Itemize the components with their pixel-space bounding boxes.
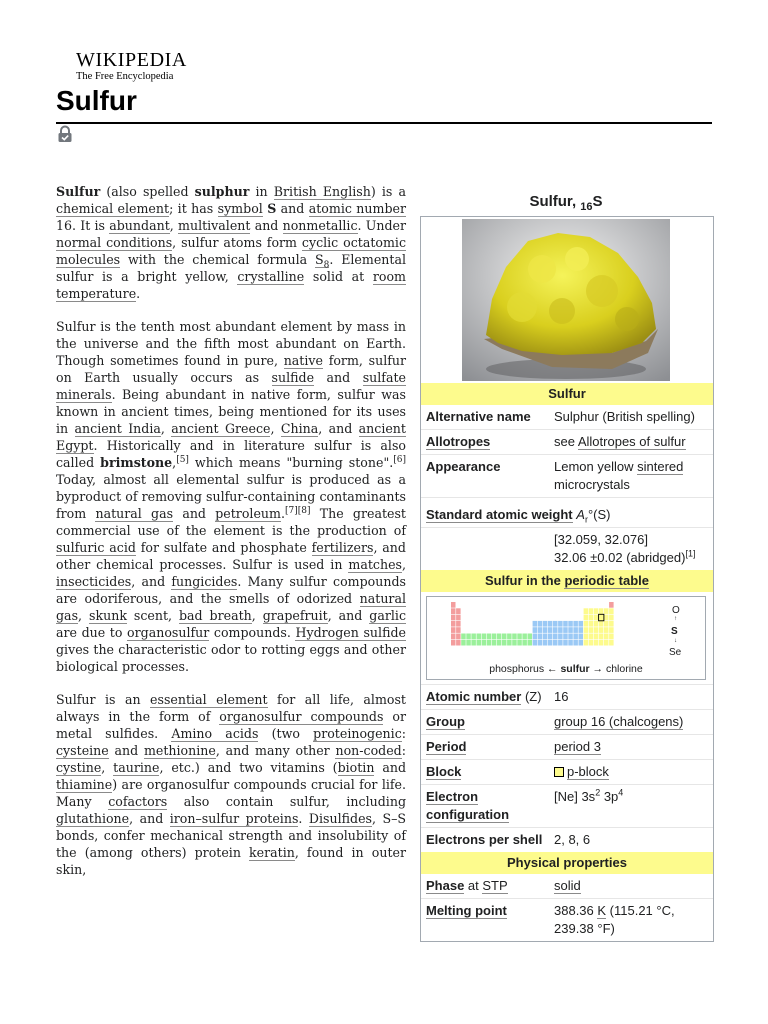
pt-cell — [589, 634, 594, 640]
title-divider — [56, 122, 712, 124]
pt-cell — [477, 640, 482, 646]
pt-cell — [609, 627, 614, 633]
pt-cell — [573, 634, 578, 640]
pt-left[interactable]: phosphorus — [489, 663, 545, 675]
link-non-coded[interactable]: non-coded — [335, 743, 402, 758]
link-group-16[interactable]: group 16 (chalcogens) — [554, 714, 684, 729]
pt-cell — [558, 627, 563, 633]
pt-cell — [548, 621, 553, 627]
pt-cell — [568, 634, 573, 640]
pt-right[interactable]: chlorine — [605, 663, 643, 675]
link-petroleum[interactable]: petroleum — [215, 506, 281, 521]
pt-cell — [599, 634, 604, 640]
pt-cell — [604, 634, 609, 640]
pt-cell — [456, 621, 461, 627]
pt-cell — [589, 621, 594, 627]
pt-cell — [482, 634, 487, 640]
pt-cell — [471, 640, 476, 646]
pt-cell — [471, 634, 476, 640]
pt-cell — [568, 621, 573, 627]
pt-cell — [589, 640, 594, 646]
link-cystine[interactable]: cystine — [56, 760, 102, 775]
periodic-table-mini[interactable] — [426, 596, 706, 680]
pt-cell — [609, 602, 614, 608]
pt-cell — [609, 615, 614, 621]
pt-cell — [538, 634, 543, 640]
pt-down-arrow: ↓ — [674, 638, 677, 644]
link-s8[interactable]: $S_8$ — [314, 252, 330, 271]
link-insecticides[interactable]: insecticides — [56, 574, 132, 589]
pt-cell — [599, 640, 604, 646]
periodic-table-panel — [421, 592, 713, 684]
link-crystalline[interactable]: crystalline — [237, 269, 305, 284]
pt-cell — [507, 634, 512, 640]
link-bad-breath[interactable]: bad breath — [178, 608, 252, 623]
link-atomic-number[interactable]: atomic number — [308, 201, 406, 216]
pt-cell — [533, 634, 538, 640]
pt-cell — [461, 640, 466, 646]
paragraph-intro: Sulfur (also spelled sulphur in British English) is a chemical element; it has symbol S and atomic number 16. It is abundant, multivalent and nonmetallic. Under normal conditions, sulfur atoms form cyclic octatomic molecules with the chemical formula $S_8$. Elemental sulfur is a bright yellow, crystalline solid at room temperature. — [56, 184, 407, 301]
pt-cell — [594, 621, 599, 627]
pt-cell — [604, 615, 609, 621]
pt-cell — [466, 634, 471, 640]
link-organosulfur-compounds[interactable]: organosulfur compounds — [219, 709, 384, 724]
link-methionine[interactable]: methionine — [143, 743, 216, 758]
pt-cell — [604, 621, 609, 627]
pt-cell — [456, 634, 461, 640]
link-cyclic-octatomic-molecules[interactable]: cyclic octatomic molecules — [56, 235, 406, 267]
pt-cell — [533, 621, 538, 627]
link-hydrogen-sulfide[interactable]: Hydrogen sulfide — [295, 625, 406, 640]
link-amino-acids[interactable]: Amino acids — [171, 726, 259, 741]
link-sulfide[interactable]: sulfide — [271, 370, 315, 385]
reference-5[interactable]: [5] — [176, 454, 189, 465]
pt-symbol: S — [671, 626, 678, 637]
pt-cell — [461, 634, 466, 640]
pt-cell — [579, 640, 584, 646]
pt-cell — [497, 634, 502, 640]
pt-cell — [604, 640, 609, 646]
link-proteinogenic[interactable]: proteinogenic — [313, 726, 402, 741]
pt-cell — [563, 640, 568, 646]
pt-cell — [456, 640, 461, 646]
pt-cell — [584, 608, 589, 614]
link-multivalent[interactable]: multivalent — [178, 218, 251, 233]
pt-cell — [528, 634, 533, 640]
pt-cell — [609, 621, 614, 627]
term-sulfur: Sulfur — [56, 184, 101, 199]
pt-cell — [558, 621, 563, 627]
pt-cell — [573, 621, 578, 627]
pt-center: sulfur — [560, 663, 590, 675]
pt-cell — [563, 627, 568, 633]
row-electrons-per-shell: Electrons per shell 2, 8, 6 — [421, 827, 713, 852]
link-glutathione[interactable]: glutathione — [56, 811, 130, 826]
row-group — [421, 709, 713, 734]
pt-cell — [517, 640, 522, 646]
pt-cell — [609, 634, 614, 640]
link-standard-atomic-weight[interactable]: Standard atomic weight — [426, 507, 573, 522]
link-sulfuric-acid[interactable]: sulfuric acid — [56, 540, 136, 555]
pt-cell — [579, 634, 584, 640]
sulfur-specimen-image[interactable] — [421, 217, 713, 383]
infobox-header-name: Sulfur — [421, 383, 713, 405]
pt-cell — [538, 627, 543, 633]
pt-cell — [568, 640, 573, 646]
link-normal-conditions[interactable]: normal conditions — [56, 235, 173, 250]
pt-cell — [451, 608, 456, 614]
row-alternative-name: Alternative name Sulphur (British spelling) — [426, 409, 695, 424]
pt-cell — [589, 615, 594, 621]
row-electron-configuration: Electron configuration [Ne] $3s^2$ $3p^4$ — [421, 784, 713, 827]
symbol-s: S — [267, 201, 277, 216]
pt-cell — [522, 634, 527, 640]
link-atomic-number-label[interactable]: Atomic number — [426, 689, 522, 704]
pt-cell — [584, 615, 589, 621]
pt-cell — [609, 608, 614, 614]
pt-cell — [451, 602, 456, 608]
term-sulphur: sulphur — [194, 184, 250, 199]
pt-cell — [543, 627, 548, 633]
pt-cell — [497, 640, 502, 646]
link-garlic[interactable]: garlic — [369, 608, 406, 623]
pt-cell — [456, 627, 461, 633]
pt-cell — [543, 634, 548, 640]
link-abundant[interactable]: abundant — [109, 218, 170, 233]
link-british-english[interactable]: British English — [273, 184, 371, 199]
link-chemical-element[interactable]: chemical element — [56, 201, 170, 216]
link-period-3[interactable]: period 3 — [554, 739, 601, 754]
pt-cell — [451, 621, 456, 627]
pt-cell — [482, 640, 487, 646]
paragraph-abundance: Sulfur is the tenth most abundant element by mass in the universe and the fifth most abundant on Earth. Though sometimes found in pure, native form, sulfur on Earth usually occurs as sulfide and sulfate minerals. Being abundant in native form, sulfur was known in ancient times, being mentioned for its uses in ancient India, ancient Greece, China, and ancient Egypt. Historically and in literature sulfur is also called brimstone,[5] which means "burning stone".[6] Today, almost all elemental sulfur is produced as a byproduct of removing sulfur-containing contaminants from natural gas and petroleum.[7][8] The greatest commercial use of the element is the production of sulfuric acid for sulfate and phosphate fertilizers, and other chemical processes. Sulfur is used in matches, insecticides, and fungicides. Many sulfur compounds are odoriferous, and the smells of odorized natural gas, skunk scent, bad breath, grapefruit, and garlic are due to organosulfur compounds. Hydrogen sulfide gives the characteristic odor to rotting eggs and other biological processes. — [56, 319, 407, 674]
link-block-label[interactable]: Block — [426, 764, 462, 779]
pt-cell — [507, 640, 512, 646]
paragraph-biology: Sulfur is an essential element for all life, almost always in the form of organosulfur compounds or metal sulfides. Amino acids (two proteinogenic: cysteine and methionine, and many other non-coded: cystine, taurine, etc.) and two vitamins (biotin and thiamine) are organosulfur compounds crucial for life. Many cofactors also contain sulfur, including glutathione, and iron–sulfur proteins. Disulfides, S–S bonds, confer mechanical strength and insolubility of the (among others) protein keratin, found in outer skin, — [56, 692, 407, 877]
infobox-caption: Sulfur, $_{16}$S — [529, 193, 603, 213]
pt-cell — [553, 634, 558, 640]
article-body — [56, 183, 406, 894]
pt-cell — [487, 634, 492, 640]
row-standard-atomic-weight: Standard atomic weight $A_r^\circ(S)$ — [426, 507, 611, 525]
link-organosulfur[interactable]: organosulfur — [127, 625, 210, 640]
pt-cell — [492, 634, 497, 640]
pt-cell — [568, 627, 573, 633]
pt-cell — [477, 634, 482, 640]
link-biotin[interactable]: biotin — [337, 760, 375, 775]
link-essential-element[interactable]: essential element — [150, 692, 268, 707]
pt-cell — [594, 615, 599, 621]
reference-6[interactable]: [6] — [393, 454, 406, 465]
lock-icon[interactable] — [57, 125, 73, 143]
pt-cell — [604, 627, 609, 633]
row-phase: Phase at STP solid — [426, 878, 581, 893]
pt-cell — [584, 634, 589, 640]
pt-cell — [548, 640, 553, 646]
logo-tagline: The Free Encyclopedia — [76, 71, 174, 82]
link-ancient-india[interactable]: ancient India — [74, 421, 161, 436]
row-period — [421, 734, 713, 759]
pt-cell — [594, 627, 599, 633]
link-period-label[interactable]: Period — [426, 739, 467, 754]
pt-cell — [548, 627, 553, 633]
pt-cell — [456, 615, 461, 621]
link-p-block[interactable]: p-block — [567, 764, 609, 779]
pt-cell — [558, 640, 563, 646]
link-china[interactable]: China — [280, 421, 319, 436]
pt-cell — [553, 627, 558, 633]
link-solid[interactable]: solid — [554, 878, 581, 893]
link-fungicides[interactable]: fungicides — [171, 574, 238, 589]
pt-cell — [584, 621, 589, 627]
pt-cell — [451, 615, 456, 621]
pt-cell — [538, 640, 543, 646]
pt-cell — [528, 640, 533, 646]
pt-cell — [548, 634, 553, 640]
link-cofactors[interactable]: cofactors — [108, 794, 168, 809]
link-matches[interactable]: matches — [348, 557, 402, 572]
pt-cell — [584, 627, 589, 633]
pt-cell — [609, 640, 614, 646]
pt-up-arrow: ↑ — [674, 616, 677, 622]
pt-cell — [533, 640, 538, 646]
link-grapefruit[interactable]: grapefruit — [262, 608, 328, 623]
link-natural-gas-2[interactable]: natural gas — [56, 591, 406, 623]
link-taurine[interactable]: taurine — [113, 760, 160, 775]
pt-above[interactable]: O — [672, 605, 680, 616]
link-skunk[interactable]: skunk — [89, 608, 127, 623]
pt-cell — [563, 621, 568, 627]
pt-cell — [512, 640, 517, 646]
pt-cell — [589, 608, 594, 614]
row-melting-point: Melting point 388.36 K (115.21 °C, 239.38 °F) — [421, 898, 713, 941]
link-sintered[interactable]: sintered — [637, 459, 684, 474]
link-ancient-egypt[interactable]: ancient Egypt — [56, 421, 406, 453]
pt-cell — [517, 634, 522, 640]
infobox-header-physical: Physical properties — [421, 852, 713, 874]
pt-cell — [512, 634, 517, 640]
link-group-label[interactable]: Group — [426, 714, 465, 729]
pt-cell — [487, 640, 492, 646]
pt-cell — [599, 621, 604, 627]
link-keratin[interactable]: keratin — [249, 845, 295, 860]
pt-cell — [573, 640, 578, 646]
pt-cell — [579, 621, 584, 627]
wikipedia-logo[interactable] — [76, 50, 196, 83]
pt-cell — [456, 608, 461, 614]
link-melting-point[interactable]: Melting point — [426, 903, 507, 918]
pt-cell — [594, 640, 599, 646]
link-cysteine[interactable]: cysteine — [56, 743, 109, 758]
pt-cell — [604, 608, 609, 614]
pt-cell — [451, 634, 456, 640]
link-kelvin[interactable]: K — [597, 903, 607, 918]
reference-1[interactable]: [1] — [685, 548, 696, 559]
pt-cell — [563, 634, 568, 640]
row-block — [421, 759, 713, 784]
pt-cell — [584, 640, 589, 646]
link-phase[interactable]: Phase — [426, 878, 465, 893]
page-title: Sulfur — [56, 85, 137, 116]
link-natural-gas[interactable]: natural gas — [95, 506, 174, 521]
pt-cell — [599, 627, 604, 633]
pt-cell — [538, 621, 543, 627]
pt-cell — [558, 634, 563, 640]
pt-cell — [594, 608, 599, 614]
link-room-temperature[interactable]: room temperature — [56, 269, 407, 301]
pt-cell — [573, 627, 578, 633]
logo-wordmark: WIKIPEDIA — [76, 49, 187, 71]
link-symbol[interactable]: symbol — [217, 201, 263, 216]
infobox-header-periodic-table: Sulfur in the periodic table — [421, 570, 713, 592]
pt-cell — [543, 621, 548, 627]
link-fertilizers[interactable]: fertilizers — [311, 540, 374, 555]
pt-neighbors: phosphorus ← sulfur → chlorine — [489, 663, 643, 675]
p-block-swatch — [554, 767, 564, 777]
pt-cell — [553, 640, 558, 646]
pt-cell — [502, 634, 507, 640]
link-sulfate-minerals[interactable]: sulfate minerals — [56, 370, 406, 402]
link-nonmetallic[interactable]: nonmetallic — [282, 218, 358, 233]
row-allotropes: Allotropes see Allotropes of sulfur — [421, 429, 713, 454]
link-ancient-greece[interactable]: ancient Greece — [171, 421, 271, 436]
link-electron-configuration[interactable]: Electron configuration — [426, 789, 510, 822]
link-disulfides[interactable]: Disulfides — [308, 811, 372, 826]
link-allotropes-of-sulfur[interactable]: Allotropes of sulfur — [577, 434, 686, 449]
pt-cell — [579, 627, 584, 633]
pt-cell — [533, 627, 538, 633]
link-thiamine[interactable]: thiamine — [56, 777, 113, 792]
pt-cell — [553, 621, 558, 627]
pt-cell — [543, 640, 548, 646]
pt-cell — [599, 608, 604, 614]
pt-cell-sulfur — [599, 614, 604, 621]
reference-7-8[interactable]: [7][8] — [284, 505, 311, 516]
link-iron-sulfur-proteins[interactable]: iron–sulfur proteins — [169, 811, 299, 826]
pt-cell — [451, 640, 456, 646]
link-native[interactable]: native — [283, 353, 323, 368]
pt-cell — [589, 627, 594, 633]
link-periodic-table[interactable]: periodic table — [564, 573, 649, 588]
pt-cell — [492, 640, 497, 646]
row-atomic-number: Atomic number (Z) 16 — [421, 684, 713, 709]
row-appearance: Appearance Lemon yellow sintered microcrystals — [421, 454, 713, 497]
pt-cell — [451, 627, 456, 633]
pt-below[interactable]: Se — [669, 647, 682, 658]
term-brimstone: brimstone — [100, 455, 173, 470]
link-stp[interactable]: STP — [482, 878, 508, 893]
pt-cell — [522, 640, 527, 646]
link-allotropes-label[interactable]: Allotropes — [426, 434, 491, 449]
row-atomic-weight-values: [32.059, 32.076] 32.06 ±0.02 (abridged)[1] — [421, 527, 713, 570]
pt-cell — [502, 640, 507, 646]
pt-cell — [466, 640, 471, 646]
infobox — [420, 216, 714, 942]
pt-cell — [594, 634, 599, 640]
